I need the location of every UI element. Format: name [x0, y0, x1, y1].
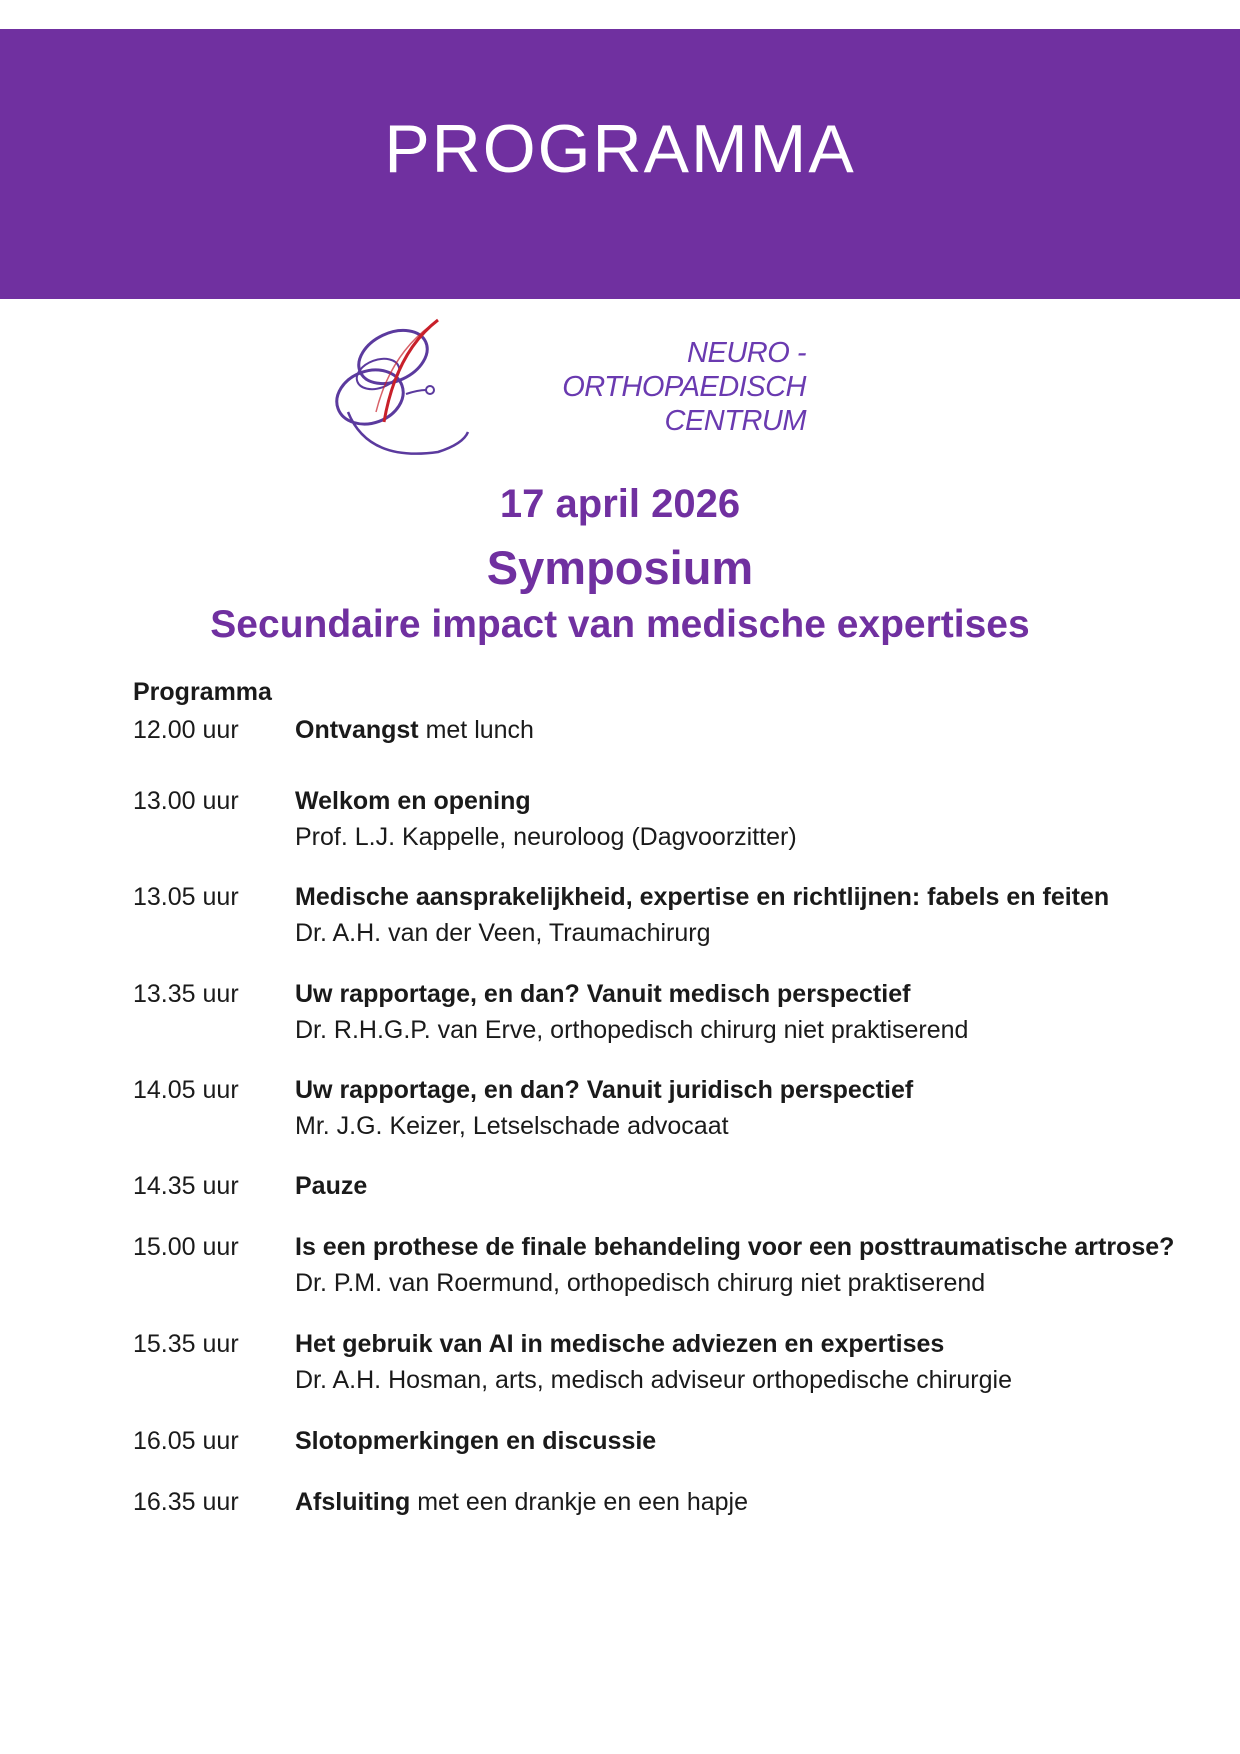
agenda-title: Afsluiting	[295, 1488, 411, 1516]
agenda-item	[295, 1326, 1195, 1398]
agenda-time: 13.00 uur	[133, 787, 239, 815]
logo-text	[466, 336, 806, 438]
agenda-item	[295, 783, 1195, 855]
agenda-time: 13.35 uur	[133, 980, 239, 1008]
agenda-title: Ontvangst	[295, 716, 419, 744]
agenda-title: Pauze	[295, 1172, 368, 1200]
agenda-item	[295, 1072, 1195, 1144]
agenda-title: Medische aansprakelijkheid, expertise en richtlijnen: fabels en feiten	[295, 883, 1110, 911]
program-heading: Programma	[133, 678, 272, 706]
agenda-title: Welkom en opening	[295, 787, 531, 815]
agenda-time: 15.00 uur	[133, 1233, 239, 1261]
agenda-item	[295, 1168, 1195, 1204]
header-banner	[0, 29, 1240, 299]
agenda-time: 16.35 uur	[133, 1488, 239, 1516]
logo-mark-icon	[318, 312, 478, 472]
banner-title: PROGRAMMA	[384, 111, 856, 187]
agenda-time: 14.05 uur	[133, 1076, 239, 1104]
event-subtitle: Secundaire impact van medische expertises	[210, 603, 1030, 646]
agenda-speaker: Mr. J.G. Keizer, Letselschade advocaat	[295, 1112, 729, 1140]
agenda-title: Uw rapportage, en dan? Vanuit medisch perspectief	[295, 980, 911, 1008]
agenda-item	[295, 1484, 1195, 1520]
agenda-item	[295, 976, 1195, 1048]
agenda-speaker: Dr. A.H. van der Veen, Traumachirurg	[295, 919, 711, 947]
logo	[318, 312, 818, 472]
agenda-item	[295, 879, 1195, 951]
agenda-speaker: Dr. P.M. van Roermund, orthopedisch chirurg niet praktiserend	[295, 1269, 986, 1297]
agenda-item	[295, 1229, 1195, 1301]
event-title: Symposium	[486, 541, 754, 594]
agenda-title: Slotopmerkingen en discussie	[295, 1427, 657, 1455]
agenda-title: Het gebruik van AI in medische adviezen en expertises	[295, 1330, 945, 1358]
event-date: 17 april 2026	[499, 482, 741, 526]
agenda-speaker: Dr. R.H.G.P. van Erve, orthopedisch chirurg niet praktiserend	[295, 1016, 969, 1044]
agenda-item	[295, 712, 1195, 748]
logo-line-1: NEURO - ORTHOPAEDISCH	[562, 337, 806, 403]
agenda-time: 16.05 uur	[133, 1427, 239, 1455]
agenda-speaker: Dr. A.H. Hosman, arts, medisch adviseur orthopedische chirurgie	[295, 1366, 1012, 1394]
agenda-title-rest: met lunch	[418, 716, 534, 744]
logo-line-2: CENTRUM	[664, 405, 806, 437]
agenda-time: 14.35 uur	[133, 1172, 239, 1200]
agenda-title-rest: met een drankje en een hapje	[410, 1488, 749, 1516]
agenda-title: Is een prothese de finale behandeling voor een posttraumatische artrose?	[295, 1233, 1175, 1261]
agenda-time: 12.00 uur	[133, 716, 239, 744]
agenda-title: Uw rapportage, en dan? Vanuit juridisch perspectief	[295, 1076, 914, 1104]
agenda-time: 15.35 uur	[133, 1330, 239, 1358]
agenda-time: 13.05 uur	[133, 883, 239, 911]
agenda-item	[295, 1423, 1195, 1459]
agenda-speaker: Prof. L.J. Kappelle, neuroloog (Dagvoorzitter)	[295, 823, 797, 851]
